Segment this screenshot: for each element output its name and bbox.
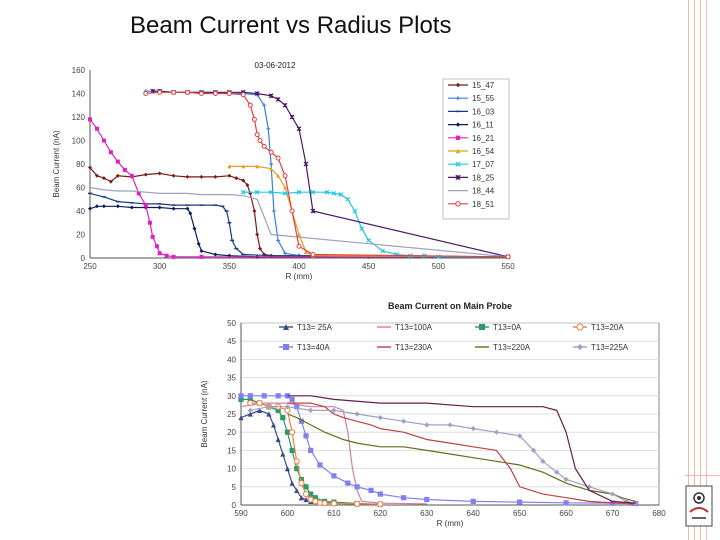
legend-label: 17_07	[472, 160, 495, 170]
data-point	[109, 150, 113, 154]
data-point	[290, 209, 294, 213]
x-axis-label: R (mm)	[285, 272, 313, 281]
legend-label: T13=220A	[493, 343, 531, 352]
x-axis-label: R (mm)	[436, 519, 464, 528]
data-point	[345, 481, 350, 486]
data-point	[255, 133, 259, 137]
data-point	[456, 202, 460, 206]
legend-label: T13=100A	[395, 323, 433, 332]
data-point	[317, 462, 322, 467]
data-point	[564, 500, 569, 505]
y-tick-label: 50	[227, 319, 236, 328]
data-point	[289, 397, 294, 402]
data-point	[102, 139, 106, 143]
data-point	[424, 497, 429, 502]
slide-title: Beam Current vs Radius Plots	[130, 12, 452, 39]
data-point	[151, 235, 155, 239]
legend-label: 15_55	[472, 94, 495, 104]
data-point	[186, 90, 190, 94]
data-point	[303, 433, 308, 438]
data-point	[248, 103, 252, 107]
data-point	[289, 448, 294, 453]
data-point	[262, 144, 266, 148]
data-point	[172, 90, 176, 94]
frame-line-1	[688, 0, 689, 540]
data-point	[471, 499, 476, 504]
x-tick-label: 550	[501, 262, 515, 271]
data-point	[227, 92, 231, 96]
data-point	[506, 255, 510, 259]
y-tick-label: 5	[231, 482, 236, 492]
legend-label: 18_51	[472, 199, 495, 209]
chart-title: 03-06-2012	[254, 61, 296, 70]
data-point	[297, 244, 301, 248]
x-tick-label: 660	[559, 509, 573, 518]
y-tick-label: 80	[76, 160, 85, 169]
frame-line-3	[700, 0, 701, 540]
legend-label: 16_21	[472, 133, 495, 143]
data-point	[280, 415, 285, 420]
logo-icon	[684, 484, 714, 528]
data-point	[257, 400, 262, 405]
legend-label: 16_54	[472, 147, 495, 156]
x-tick-label: 650	[512, 509, 527, 518]
data-point	[331, 473, 336, 478]
legend-label: T13= 25A	[297, 323, 332, 332]
x-tick-label: 630	[420, 509, 434, 518]
y-tick-label: 140	[71, 89, 85, 99]
data-point	[355, 484, 360, 489]
data-point	[289, 430, 294, 435]
y-tick-label: 20	[227, 428, 236, 438]
data-point	[355, 501, 360, 506]
data-point	[303, 491, 308, 496]
y-tick-label: 40	[227, 355, 236, 365]
data-point	[144, 92, 148, 96]
legend-label: T13=0A	[493, 323, 522, 332]
legend-label: 18_25	[472, 173, 495, 183]
data-point	[311, 252, 315, 256]
y-axis-label: Beam Current (nA)	[52, 130, 61, 198]
data-point	[517, 499, 522, 504]
y-tick-label: 35	[227, 373, 236, 383]
y-tick-label: 60	[76, 183, 85, 193]
chart-top	[50, 52, 520, 292]
data-point	[308, 448, 313, 453]
data-point	[123, 168, 127, 172]
data-point	[248, 393, 253, 398]
data-point	[331, 501, 336, 506]
legend-label: T13=40A	[297, 343, 330, 352]
legend-label: T13=225A	[591, 343, 629, 352]
data-point	[283, 174, 287, 178]
x-tick-label: 670	[605, 509, 620, 518]
legend-label: T13=230A	[395, 343, 433, 352]
data-point	[88, 117, 92, 121]
data-point	[283, 344, 289, 350]
y-tick-label: 100	[71, 136, 85, 146]
chart-title: Beam Current on Main Probe	[387, 301, 513, 311]
legend-label: 16_11	[472, 120, 494, 130]
data-point	[262, 393, 267, 398]
data-point	[158, 90, 162, 94]
x-tick-label: 680	[652, 509, 666, 518]
data-point	[116, 160, 120, 164]
frame-line-4	[706, 0, 707, 540]
data-point	[378, 502, 383, 507]
data-point	[213, 92, 217, 96]
legend-label: 18_44	[472, 186, 495, 196]
data-point	[252, 117, 256, 121]
data-point	[276, 393, 281, 398]
y-tick-label: 120	[71, 113, 85, 122]
y-tick-label: 45	[227, 337, 236, 347]
y-tick-label: 0	[231, 501, 236, 510]
data-point	[155, 244, 159, 248]
data-point	[456, 136, 460, 140]
legend-label: 15_47	[472, 81, 495, 90]
y-tick-label: 25	[227, 410, 236, 419]
x-tick-label: 450	[361, 262, 376, 271]
x-tick-label: 250	[83, 262, 97, 271]
data-point	[479, 324, 485, 330]
y-tick-label: 40	[76, 207, 85, 216]
x-tick-label: 640	[466, 509, 480, 518]
y-tick-label: 0	[80, 254, 85, 263]
data-point	[199, 255, 203, 259]
data-point	[276, 156, 280, 160]
data-point	[248, 400, 253, 405]
data-point	[299, 481, 304, 486]
data-point	[165, 254, 169, 258]
x-tick-label: 350	[222, 262, 237, 271]
y-axis-label: Beam Current (nA)	[200, 380, 209, 448]
legend	[443, 79, 509, 219]
data-point	[144, 203, 148, 207]
x-tick-label: 500	[431, 262, 446, 271]
legend-label: T13=20A	[591, 323, 624, 332]
legend-label: 16_03	[472, 107, 495, 117]
data-point	[158, 251, 162, 255]
x-tick-label: 620	[373, 509, 388, 518]
data-point	[238, 393, 243, 398]
y-tick-label: 20	[76, 230, 85, 240]
data-point	[269, 150, 273, 154]
data-point	[577, 324, 583, 330]
data-point	[199, 92, 203, 96]
chart-bottom	[195, 295, 685, 540]
data-point	[378, 491, 383, 496]
frame-line-2	[694, 0, 695, 540]
data-point	[322, 501, 327, 506]
data-point	[368, 488, 373, 493]
x-tick-label: 590	[234, 509, 248, 518]
y-tick-label: 15	[227, 446, 236, 456]
x-tick-label: 300	[152, 262, 167, 271]
x-tick-label: 600	[280, 509, 295, 518]
data-point	[172, 255, 176, 259]
data-point	[401, 495, 406, 500]
data-point	[95, 127, 99, 131]
data-point	[241, 93, 245, 97]
data-point	[294, 459, 299, 464]
y-tick-label: 10	[227, 464, 236, 474]
data-point	[148, 221, 152, 225]
data-point	[130, 174, 134, 178]
y-tick-label: 30	[227, 391, 236, 401]
data-point	[258, 139, 262, 143]
y-tick-label: 160	[71, 66, 85, 75]
frame-hline	[685, 475, 720, 476]
x-tick-label: 610	[327, 509, 341, 518]
x-tick-label: 400	[292, 262, 306, 271]
